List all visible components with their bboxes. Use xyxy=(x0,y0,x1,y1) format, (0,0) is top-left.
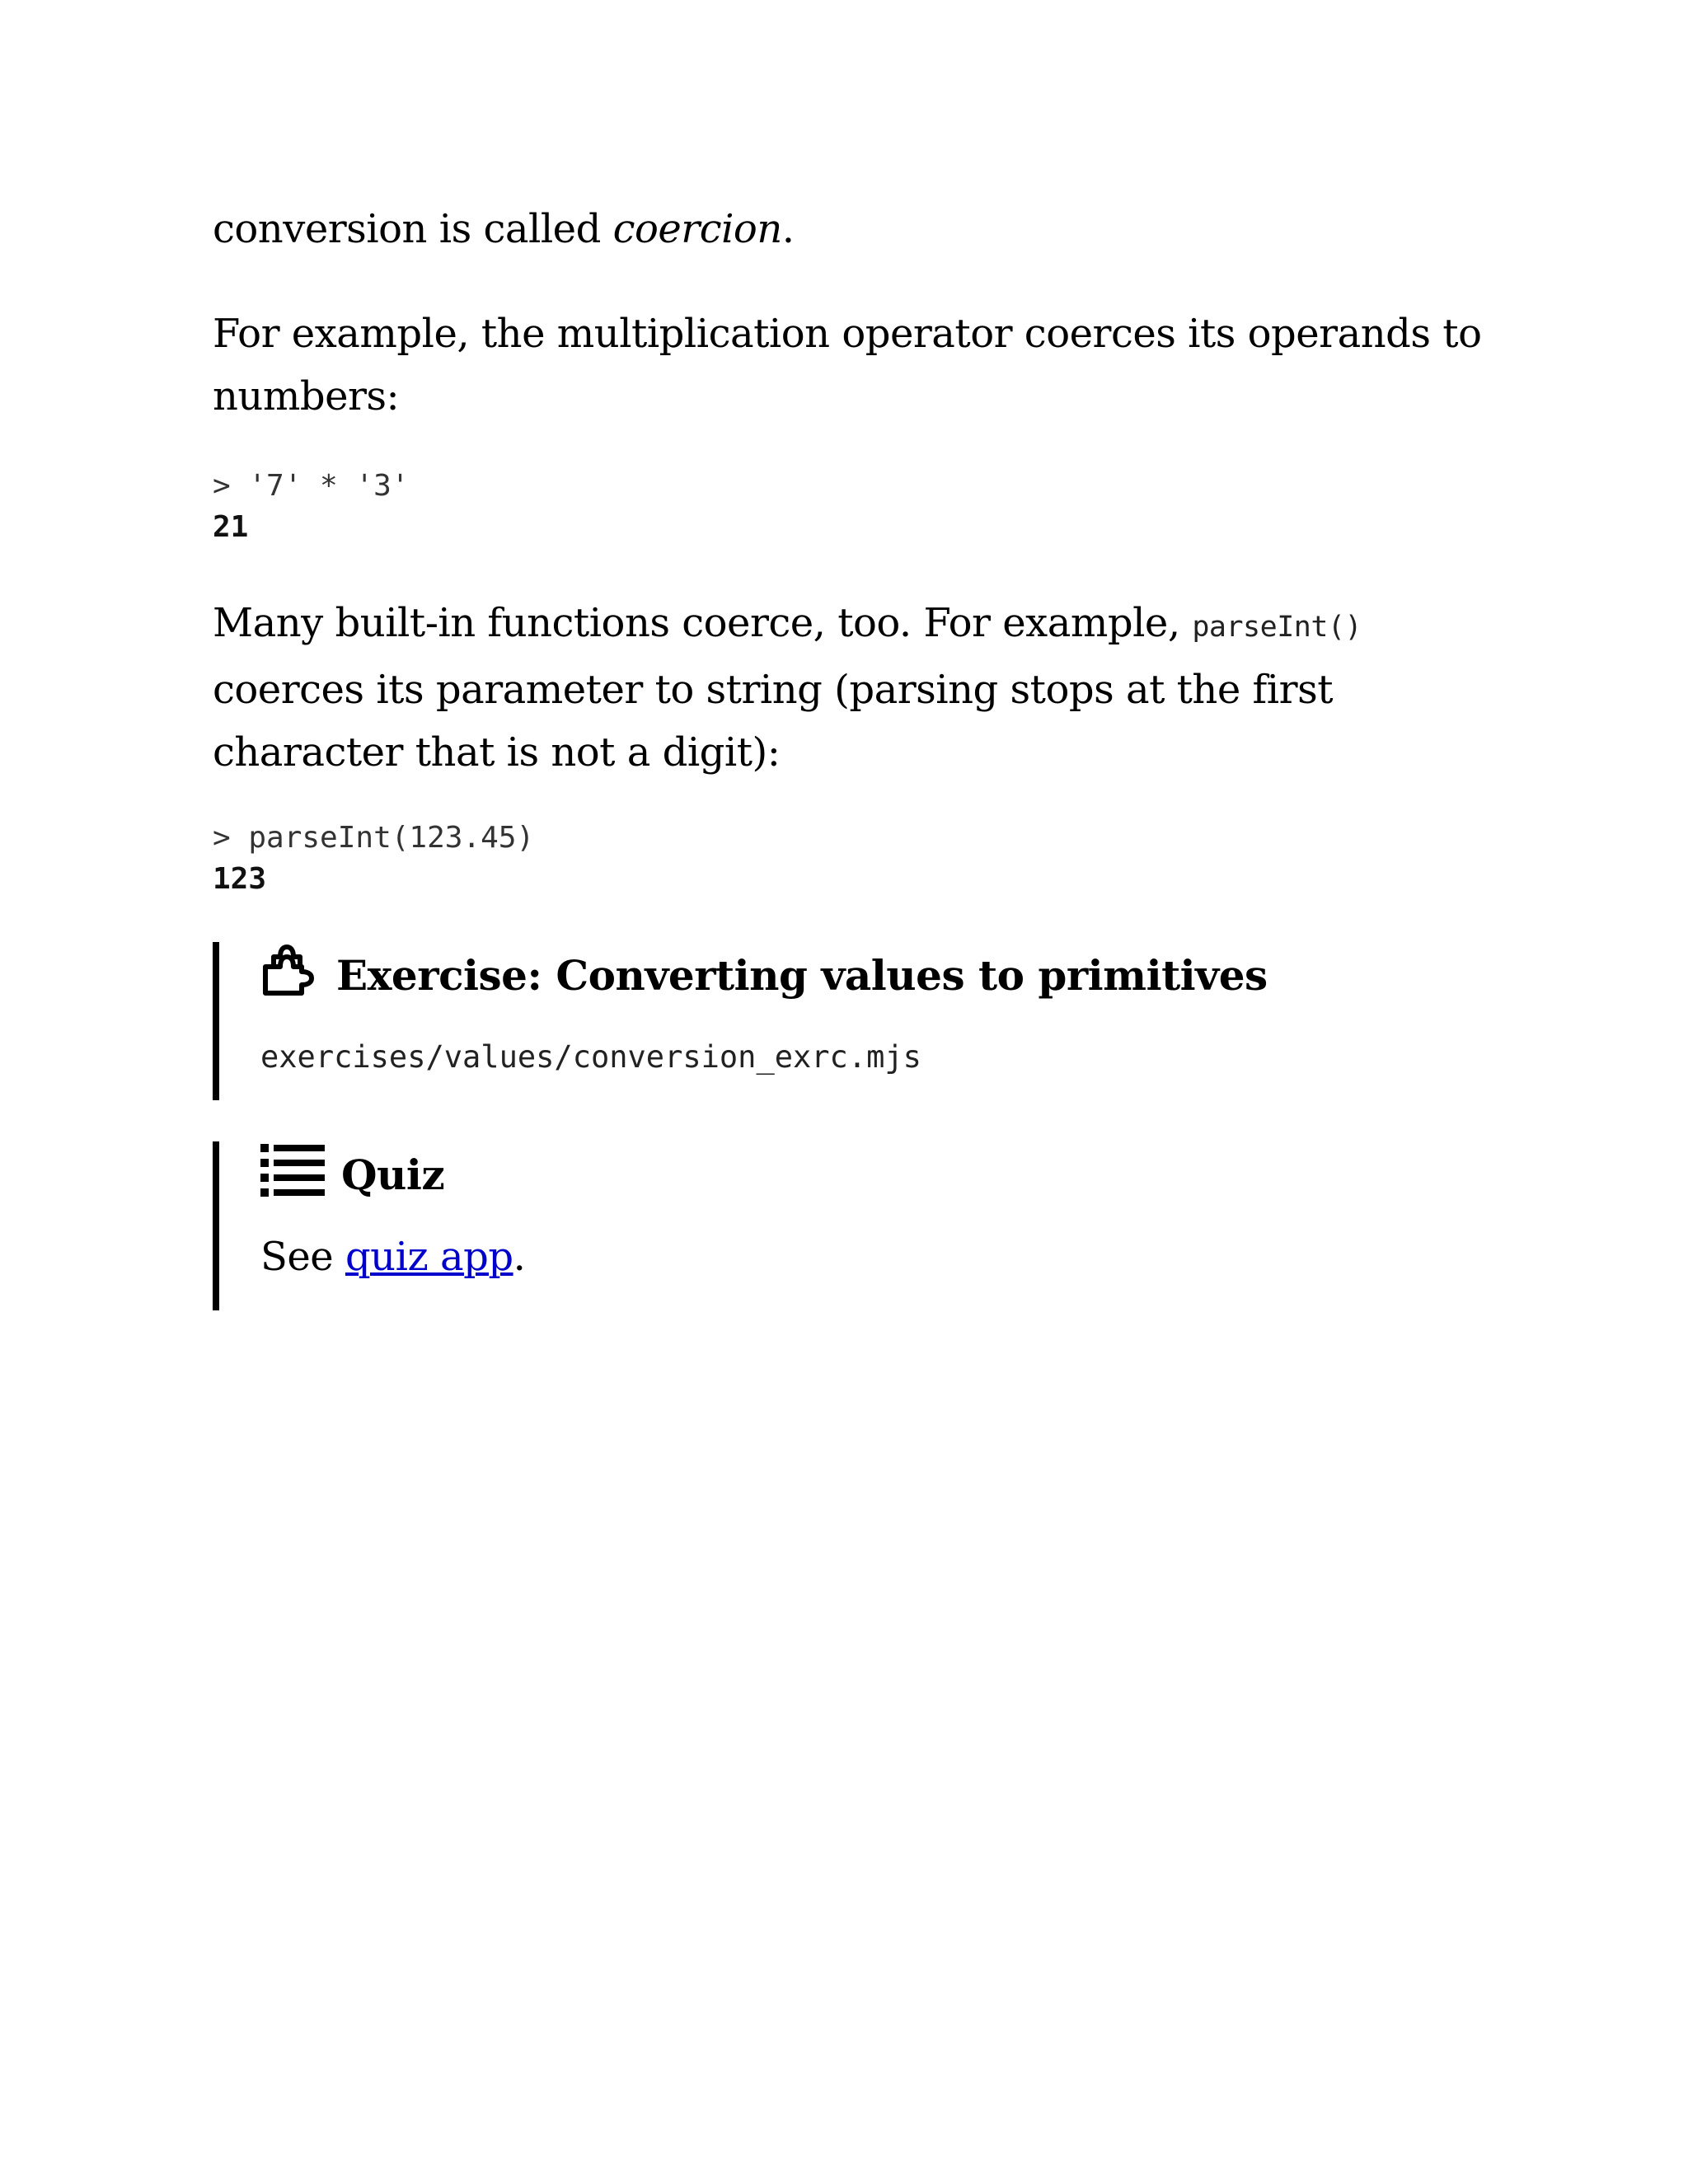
inline-code-parseint: parseInt() xyxy=(1192,611,1362,644)
quiz-heading xyxy=(260,1141,1449,1207)
exercise-heading xyxy=(260,942,1449,1008)
paragraph-text: conversion is called xyxy=(213,206,613,252)
paragraph-coercion xyxy=(213,198,1482,260)
paragraph-multiplication: For example, the multiplication operator coerces its operands to numbers: xyxy=(213,311,1482,419)
quiz-title: Quiz xyxy=(341,1150,445,1199)
quiz-text xyxy=(260,1234,1449,1280)
list-icon xyxy=(260,1142,325,1207)
code-example-parseint xyxy=(213,818,1367,900)
paragraph-text: Many built-in functions coerce, too. For example, xyxy=(213,600,1193,646)
paragraph-parseint xyxy=(213,592,1482,784)
puzzle-icon xyxy=(260,942,320,1008)
code-example-multiplication xyxy=(213,466,1367,548)
exercise-path: exercises/values/conversion_exrc.mjs xyxy=(260,1039,921,1075)
code-result: 21 xyxy=(213,510,249,544)
paragraph-text: . xyxy=(781,206,795,252)
quiz-app-link[interactable]: quiz app xyxy=(345,1234,513,1280)
quiz-text-suffix: . xyxy=(513,1234,526,1280)
quiz-text-prefix: See xyxy=(260,1234,345,1280)
code-result: 123 xyxy=(213,862,267,896)
quiz-callout xyxy=(213,1141,1449,1310)
exercise-callout xyxy=(213,942,1449,1100)
emphasis-coercion: coercion xyxy=(612,206,782,252)
paragraph-text: coerces its parameter to string (parsing stops at the first character that is not a digit): xyxy=(213,667,1333,776)
exercise-title: Exercise: Converting values to primitives xyxy=(336,950,1268,1000)
code-prompt: > '7' * '3' xyxy=(213,469,410,503)
code-prompt: > parseInt(123.45) xyxy=(213,821,535,855)
